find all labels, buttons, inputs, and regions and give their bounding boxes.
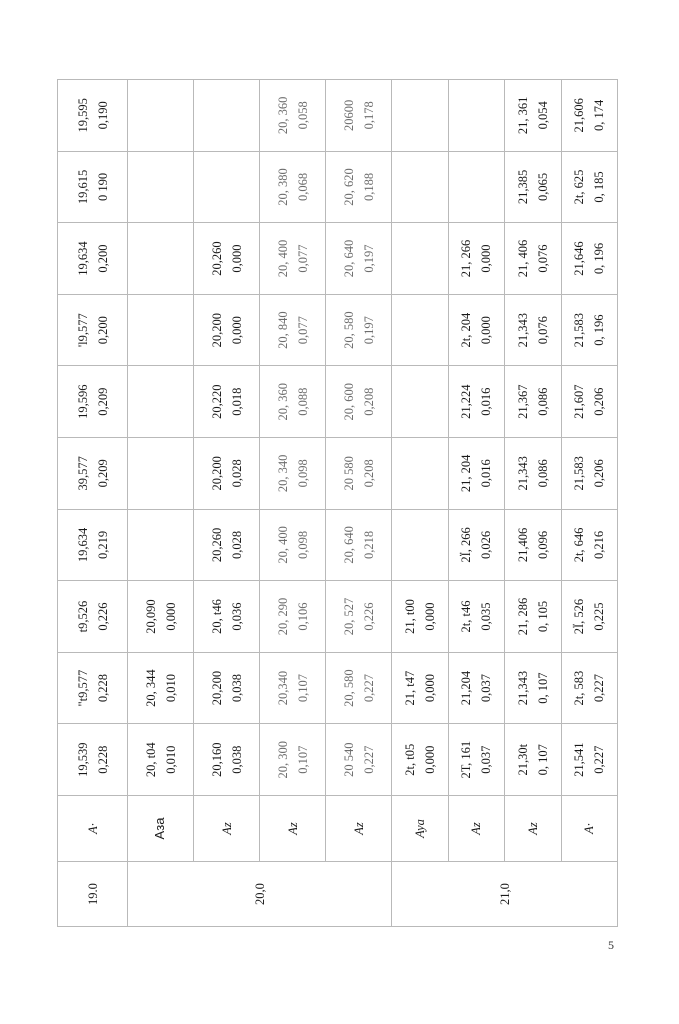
cell-value-primary: 20 580 <box>341 456 356 491</box>
value-cell <box>448 366 505 438</box>
value-cell <box>326 223 392 295</box>
cell-value-primary: 20,200 <box>209 312 224 348</box>
cell-value-primary: 21,385 <box>515 169 530 205</box>
cell-value-primary: 21,30t <box>515 743 530 776</box>
cell-value-primary: 20, t46 <box>209 599 224 634</box>
table-row <box>326 80 392 927</box>
cell-value-primary: 20 540 <box>341 742 356 777</box>
cell-value-primary: 21, 361 <box>515 96 530 135</box>
cell-value-primary: 19,634 <box>75 241 90 276</box>
cell-value-secondary: 0,096 <box>535 530 550 559</box>
value-cell <box>326 366 392 438</box>
cell-value-primary: 20, 380 <box>275 168 290 206</box>
cell-value-secondary: 0,226 <box>361 602 376 631</box>
cell-value-secondary: 0,206 <box>592 459 607 488</box>
value-cell <box>448 724 505 796</box>
cell-value-primary: "t9,577 <box>75 669 90 707</box>
value-cell <box>194 366 260 438</box>
value-cell <box>561 652 618 724</box>
cell-value-secondary: 0,000 <box>163 602 178 631</box>
cell-value-primary: 21,583 <box>572 456 587 491</box>
value-cell <box>260 151 326 223</box>
cell-value-primary: 39,577 <box>75 456 90 491</box>
cell-value-primary: 21, t00 <box>402 599 417 634</box>
value-cell <box>128 581 194 653</box>
cell-value-secondary: 0, 105 <box>535 600 550 633</box>
cell-value-primary: 21, 286 <box>515 597 530 636</box>
value-cell <box>128 294 194 366</box>
cell-value-primary: 20, 360 <box>275 382 290 421</box>
cell-value-secondary: 0,054 <box>535 101 550 130</box>
value-cell <box>505 509 562 581</box>
cell-value-secondary: 0,000 <box>229 244 244 273</box>
value-cell <box>505 366 562 438</box>
value-cell <box>58 223 128 295</box>
cell-value-secondary: 0,228 <box>95 745 110 774</box>
cell-value-secondary: 0,227 <box>361 674 376 703</box>
value-cell <box>392 366 449 438</box>
value-cell <box>448 151 505 223</box>
cell-value-primary: 20, 840 <box>275 311 290 349</box>
value-cell <box>128 151 194 223</box>
cell-value-primary: 20,260 <box>209 527 224 563</box>
cell-value-primary: 19,596 <box>75 384 90 419</box>
value-cell <box>392 151 449 223</box>
value-cell <box>128 652 194 724</box>
cell-value-primary: 21, 266 <box>459 239 474 278</box>
value-cell <box>58 366 128 438</box>
value-cell <box>128 366 194 438</box>
cell-value-secondary: 0,028 <box>229 530 244 559</box>
value-cell <box>260 509 326 581</box>
cell-value-secondary: 0,209 <box>95 387 110 416</box>
cell-value-secondary: 0,227 <box>361 745 376 774</box>
cell-value-secondary: 0,190 <box>95 101 110 130</box>
cell-value-secondary: 0,178 <box>361 101 376 130</box>
value-cell <box>58 724 128 796</box>
value-cell <box>194 294 260 366</box>
cell-value-secondary: 0,000 <box>479 244 494 273</box>
value-cell <box>194 509 260 581</box>
value-cell <box>392 294 449 366</box>
value-cell <box>194 724 260 796</box>
value-cell <box>505 223 562 295</box>
table-row <box>194 80 260 927</box>
cell-value-secondary: 0,218 <box>361 530 376 559</box>
cell-value-secondary: 0, 185 <box>592 171 607 203</box>
value-cell <box>260 581 326 653</box>
value-cell <box>260 724 326 796</box>
cell-value-primary: 21,343 <box>515 456 530 491</box>
cell-value-primary: 20, 344 <box>143 669 158 707</box>
cell-value-secondary: 0, 196 <box>592 314 607 346</box>
table-row <box>260 80 326 927</box>
cell-value-primary: 21,343 <box>515 312 530 348</box>
cell-value-primary: 21,367 <box>515 384 530 419</box>
value-cell <box>392 438 449 510</box>
cell-value-primary: 21, 406 <box>515 239 530 278</box>
cell-value-secondary: 0, 107 <box>535 672 550 704</box>
cell-value-primary: 20, 340 <box>275 454 290 493</box>
rotated-table-wrapper <box>57 80 617 927</box>
table-row <box>561 80 618 927</box>
cell-value-primary: 20,160 <box>209 742 224 777</box>
value-cell <box>260 294 326 366</box>
cell-value-secondary: 0,038 <box>229 674 244 703</box>
cell-value-secondary: 0,077 <box>295 244 310 273</box>
cell-value-primary: 20, 360 <box>275 96 290 135</box>
cell-value-secondary: 0,065 <box>535 172 550 202</box>
cell-value-secondary: 0,209 <box>95 459 110 488</box>
cell-value-primary: 20, 580 <box>341 669 356 707</box>
cell-value-secondary: 0,058 <box>295 101 310 130</box>
cell-value-primary: 20,090 <box>143 599 158 634</box>
value-cell <box>505 724 562 796</box>
value-cell <box>194 151 260 223</box>
cell-value-secondary: 0,000 <box>422 674 437 703</box>
table-row <box>448 80 505 927</box>
value-cell <box>58 652 128 724</box>
row-label-cell: Az <box>260 796 326 862</box>
value-cell <box>505 80 562 152</box>
cell-value-secondary: 0,068 <box>295 172 310 202</box>
value-cell <box>128 438 194 510</box>
table-row <box>505 80 562 927</box>
row-label-cell: Az <box>448 796 505 862</box>
cell-value-primary: 20, 400 <box>275 239 290 278</box>
value-cell <box>561 80 618 152</box>
row-label-cell: Aya <box>392 796 449 862</box>
table-row <box>128 80 194 927</box>
value-cell <box>561 151 618 223</box>
value-cell <box>58 581 128 653</box>
cell-value-primary: 2t, t46 <box>459 600 474 633</box>
cell-value-primary: 20, 640 <box>341 239 356 278</box>
value-cell <box>326 652 392 724</box>
cell-value-primary: 21, t47 <box>402 670 417 706</box>
value-cell <box>58 438 128 510</box>
cell-value-secondary: 0,227 <box>592 674 607 703</box>
cell-value-primary: 19,595 <box>75 98 90 133</box>
cell-value-secondary: 0, 107 <box>535 744 550 776</box>
cell-value-primary: 2Ï, 526 <box>572 598 587 635</box>
value-cell <box>128 509 194 581</box>
cell-value-primary: 20, t04 <box>143 742 158 778</box>
cell-value-primary: 21,204 <box>459 670 474 706</box>
cell-value-primary: 20, 290 <box>275 597 290 636</box>
value-cell <box>448 438 505 510</box>
value-cell <box>128 724 194 796</box>
value-cell <box>58 80 128 152</box>
value-cell <box>128 223 194 295</box>
value-cell <box>448 223 505 295</box>
value-cell <box>561 438 618 510</box>
value-cell <box>194 223 260 295</box>
cell-value-secondary: 0,076 <box>535 244 550 273</box>
cell-value-primary: 20, 640 <box>341 526 356 564</box>
value-cell <box>448 80 505 152</box>
row-label-cell: Аза <box>128 796 194 862</box>
cell-value-primary: 21,541 <box>572 742 587 777</box>
value-cell <box>448 581 505 653</box>
cell-value-secondary: 0,197 <box>361 316 376 345</box>
group-label-cell: 20,0 <box>128 862 392 927</box>
cell-value-secondary: 0,228 <box>95 674 110 703</box>
cell-value-secondary: 0,037 <box>479 745 494 774</box>
cell-value-secondary: 0,086 <box>535 459 550 488</box>
value-cell <box>58 509 128 581</box>
cell-value-primary: 21,224 <box>459 384 474 419</box>
value-cell <box>448 294 505 366</box>
cell-value-primary: 19,539 <box>75 742 90 777</box>
group-label-cell: 21,0 <box>392 862 618 927</box>
cell-value-secondary: 0,035 <box>479 602 494 631</box>
group-label-cell: 19.0 <box>58 862 128 927</box>
value-cell <box>58 294 128 366</box>
cell-value-secondary: 0,107 <box>295 674 310 703</box>
cell-value-primary: 19,615 <box>75 169 90 205</box>
value-cell <box>326 80 392 152</box>
value-cell <box>194 652 260 724</box>
table-row <box>392 80 449 927</box>
cell-value-primary: 20, 527 <box>341 597 356 636</box>
cell-value-secondary: 0,106 <box>295 602 310 631</box>
cell-value-primary: 20,220 <box>209 384 224 419</box>
value-cell <box>392 724 449 796</box>
value-cell <box>561 509 618 581</box>
value-cell <box>194 438 260 510</box>
cell-value-secondary: 0,188 <box>361 172 376 202</box>
row-label-cell: A· <box>58 796 128 862</box>
cell-value-secondary: 0,219 <box>95 530 110 559</box>
cell-value-primary: 20, 300 <box>275 740 290 779</box>
cell-value-secondary: 0,107 <box>295 745 310 774</box>
cell-value-primary: 20,260 <box>209 241 224 276</box>
value-cell <box>326 581 392 653</box>
value-cell <box>392 223 449 295</box>
row-label-cell: Az <box>194 796 260 862</box>
cell-value-secondary: 0,028 <box>229 459 244 488</box>
cell-value-secondary: 0,000 <box>422 745 437 774</box>
value-cell <box>260 438 326 510</box>
cell-value-primary: 20, 400 <box>275 526 290 564</box>
cell-value-secondary: 0,226 <box>95 602 110 631</box>
cell-value-primary: 21,406 <box>515 527 530 563</box>
value-cell <box>194 581 260 653</box>
value-cell <box>260 652 326 724</box>
cell-value-primary: 19,634 <box>75 527 90 563</box>
cell-value-secondary: 0,208 <box>361 387 376 416</box>
cell-value-secondary: 0,000 <box>229 316 244 345</box>
value-cell <box>505 294 562 366</box>
cell-value-secondary: 0,086 <box>535 387 550 416</box>
cell-value-secondary: 0,037 <box>479 674 494 703</box>
cell-value-secondary: 0,208 <box>361 459 376 488</box>
cell-value-primary: 2t, 625 <box>572 169 587 205</box>
cell-value-primary: 20600 <box>341 99 356 131</box>
value-cell <box>326 151 392 223</box>
value-cell <box>392 80 449 152</box>
cell-value-primary: 2t, 204 <box>459 312 474 348</box>
cell-value-secondary: 0 190 <box>95 172 110 202</box>
value-cell <box>58 151 128 223</box>
cell-value-secondary: 0,016 <box>479 387 494 416</box>
value-cell <box>260 80 326 152</box>
cell-value-secondary: 0,206 <box>592 387 607 416</box>
cell-value-secondary: 0,200 <box>95 244 110 273</box>
cell-value-secondary: 0,076 <box>535 316 550 345</box>
cell-value-secondary: 0,225 <box>592 602 607 631</box>
value-cell <box>505 151 562 223</box>
cell-value-primary: 2t, 583 <box>572 670 587 706</box>
value-cell <box>505 438 562 510</box>
value-cell <box>561 581 618 653</box>
cell-value-secondary: 0, 196 <box>592 242 607 275</box>
cell-value-secondary: 0,018 <box>229 387 244 416</box>
cell-value-primary: 20, 600 <box>341 382 356 421</box>
cell-value-secondary: 0,200 <box>95 316 110 345</box>
cell-value-primary: 2Т, 161 <box>459 740 474 779</box>
cell-value-primary: 2t, 646 <box>572 527 587 563</box>
value-cell <box>260 366 326 438</box>
value-cell <box>561 223 618 295</box>
cell-value-primary: 20,340 <box>275 670 290 706</box>
row-label-cell: Az <box>505 796 562 862</box>
value-cell <box>128 80 194 152</box>
value-cell <box>326 438 392 510</box>
cell-value-primary: 21,583 <box>572 312 587 348</box>
cell-value-secondary: 0,016 <box>479 459 494 488</box>
value-cell <box>392 652 449 724</box>
value-cell <box>448 652 505 724</box>
value-cell <box>561 724 618 796</box>
value-cell <box>392 581 449 653</box>
cell-value-secondary: 0,216 <box>592 530 607 559</box>
cell-value-primary: 2Ï, 266 <box>459 527 474 563</box>
cell-value-secondary: 0,038 <box>229 745 244 774</box>
cell-value-primary: 20,200 <box>209 456 224 491</box>
data-table <box>57 79 618 927</box>
value-cell <box>561 366 618 438</box>
row-label-cell: A· <box>561 796 618 862</box>
cell-value-secondary: 0,197 <box>361 244 376 273</box>
cell-value-secondary: 0,036 <box>229 602 244 631</box>
cell-value-secondary: 0, 174 <box>592 99 607 131</box>
value-cell <box>392 509 449 581</box>
cell-value-secondary: 0,000 <box>479 316 494 345</box>
cell-value-primary: 'l9,577 <box>75 313 90 348</box>
cell-value-secondary: 0,077 <box>295 316 310 345</box>
cell-value-secondary: 0,098 <box>295 530 310 559</box>
value-cell <box>326 294 392 366</box>
value-cell <box>505 581 562 653</box>
cell-value-primary: 21,343 <box>515 670 530 706</box>
cell-value-primary: 20,200 <box>209 670 224 706</box>
cell-value-secondary: 0,010 <box>163 674 178 703</box>
cell-value-primary: 20, 580 <box>341 311 356 349</box>
cell-value-primary: 21, 204 <box>459 454 474 493</box>
cell-value-primary: 20, 620 <box>341 168 356 206</box>
cell-value-secondary: 0,098 <box>295 459 310 488</box>
cell-value-primary: 21,646 <box>572 241 587 276</box>
table-row <box>58 80 128 927</box>
cell-value-primary: 21,606 <box>572 98 587 133</box>
value-cell <box>194 80 260 152</box>
page-number: 5 <box>608 938 614 952</box>
cell-value-secondary: 0,000 <box>422 602 437 631</box>
cell-value-secondary: 0,010 <box>163 745 178 774</box>
value-cell <box>561 294 618 366</box>
value-cell <box>260 223 326 295</box>
cell-value-secondary: 0,026 <box>479 530 494 559</box>
value-cell <box>326 509 392 581</box>
cell-value-primary: 21,607 <box>572 384 587 419</box>
cell-value-secondary: 0,088 <box>295 387 310 416</box>
cell-value-secondary: 0,227 <box>592 745 607 774</box>
row-label-cell: Az <box>326 796 392 862</box>
cell-value-primary: t9,526 <box>75 600 90 633</box>
value-cell <box>505 652 562 724</box>
value-cell <box>448 509 505 581</box>
value-cell <box>326 724 392 796</box>
cell-value-primary: 2t, t05 <box>402 743 417 776</box>
